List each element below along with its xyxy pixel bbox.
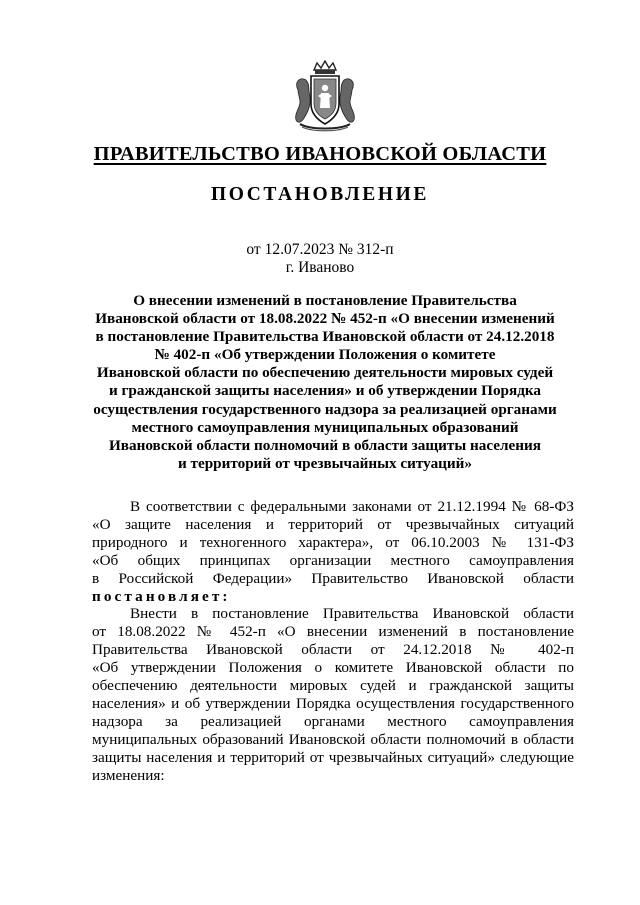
body-line: природного и техногенного характера», от 06.10.2003 № 131-ФЗ	[92, 533, 574, 551]
body-line: изменения:	[92, 766, 165, 784]
subject-line: и территорий от чрезвычайных ситуаций»	[177, 454, 473, 472]
body-line: «О защите населения и территорий от чрезвычайных ситуаций	[92, 515, 574, 533]
document-date-number: от 12.07.2023 № 312-п	[246, 241, 394, 258]
body-line: Внести в постановление Правительства Ивановской области	[130, 605, 574, 623]
subject-line: в постановление Правительства Ивановской области от 24.12.2018	[95, 328, 555, 346]
subject-line: Ивановской области полномочий в области защиты населения	[108, 436, 542, 454]
body-line: населения» и об утверждении Порядка осуществления государственного	[92, 694, 574, 712]
subject-line: Ивановской области от 18.08.2022 № 452-п «О внесении изменений	[95, 310, 555, 328]
body-line: «Об общих принципах организации местного самоуправления	[92, 551, 574, 569]
subject-line: № 402-п «Об утверждении Положения о комитете	[154, 346, 496, 364]
subject-line: осуществления государственного надзора за реализацией органами	[93, 400, 557, 418]
body-line: В соответствии с федеральными законами от 21.12.1994 № 68-ФЗ	[130, 498, 574, 515]
body-line: от 18.08.2022 № 452-п «О внесении изменений в постановление	[92, 623, 574, 641]
body-line: в Российской Федерации» Правительство Ивановской области	[92, 569, 574, 587]
subject-line: Ивановской области по обеспечению деятельности мировых судей	[96, 364, 554, 382]
subject-line: и гражданской защиты населения» и об утверждении Порядка	[108, 382, 542, 400]
body-line: обеспечению деятельности мировых судей и гражданской защиты	[92, 677, 574, 695]
body-line: муниципальных образований Ивановской области полномочий в области	[92, 730, 574, 748]
subject-line: местного самоуправления муниципальных образований	[131, 418, 519, 436]
body-line: Правительства Ивановской области от 24.12.2018 № 402-п	[92, 641, 574, 659]
body-line: надзора за реализацией органами местного самоуправления	[92, 712, 574, 730]
body-line: «Об утверждении Положения о комитете Ивановской области по	[92, 659, 574, 677]
coat-of-arms-icon	[292, 60, 358, 132]
subject-line: О внесении изменений в постановление Правительства	[133, 292, 517, 309]
body-line: защиты населения и территорий от чрезвычайных ситуаций» следующие	[92, 748, 574, 766]
decree-word: постановляет:	[92, 587, 231, 605]
document-subject	[60, 292, 590, 473]
document-body	[92, 498, 574, 785]
document-city: г. Иваново	[285, 259, 355, 276]
organization-title: ПРАВИТЕЛЬСТВО ИВАНОВСКОЙ ОБЛАСТИ	[93, 143, 547, 165]
document-type-title: ПОСТАНОВЛЕНИЕ	[210, 184, 430, 205]
